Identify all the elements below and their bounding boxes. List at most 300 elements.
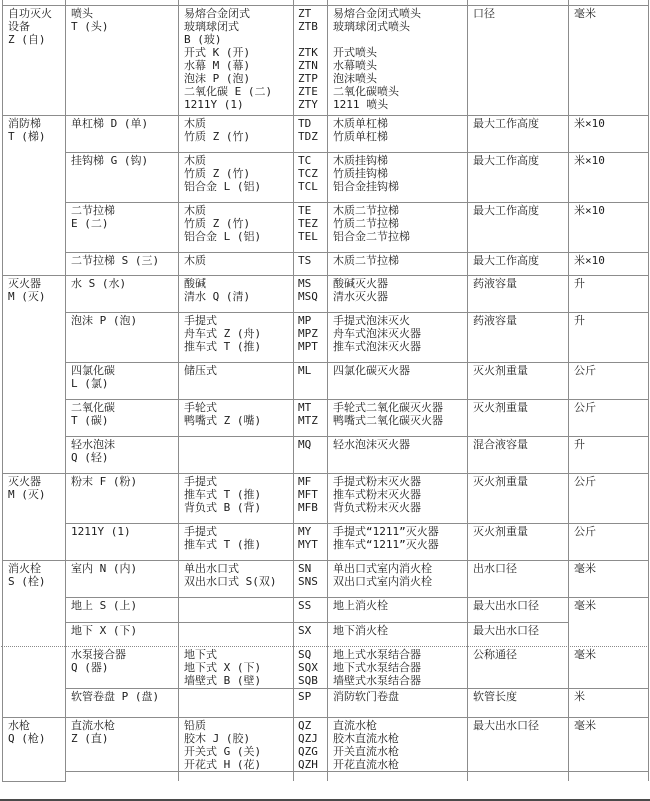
fullname-cell (328, 597, 468, 622)
cell-line: 升 (574, 437, 585, 451)
category-cell (3, 115, 66, 275)
cell-line: Z (直) (71, 731, 109, 745)
type-cell (66, 202, 179, 252)
unit-cell (569, 560, 649, 597)
cell-line: 灭火剂重量 (473, 363, 528, 377)
table-row (3, 523, 649, 560)
param-cell (468, 5, 569, 115)
cell-line: 手提式 (184, 474, 217, 488)
param-cell (468, 473, 569, 523)
code-cell (294, 473, 328, 523)
fullname-cell (328, 560, 468, 597)
table-row (3, 688, 649, 717)
cell-line: 手轮式 (184, 400, 217, 414)
cell-line: 铝合金 L (铝) (184, 179, 262, 193)
code-cell (294, 312, 328, 362)
cell-line: 手提式 (184, 313, 217, 327)
cell-line: 水幕 M (幕) (184, 58, 251, 72)
cell-line: 1211Y (1) (71, 524, 131, 538)
cell-line: 竹质单杠梯 (333, 129, 388, 143)
edge-cell (569, 771, 649, 781)
unit-cell (569, 252, 649, 275)
cell-line: 粉末 F (粉) (71, 474, 138, 488)
cell-line: QZG (298, 744, 318, 758)
cell-line: 地下式水泵结合器 (333, 661, 421, 674)
cell-line: 米×10 (574, 153, 605, 167)
cell-line: 设备 (8, 19, 30, 33)
cell-line: 最大工作高度 (473, 253, 539, 267)
cell-line: 单杠梯 D (单) (71, 116, 149, 130)
cell-line: 水幕喷头 (333, 58, 377, 72)
cell-line: 胶木直流水枪 (333, 731, 399, 745)
code-cell (294, 5, 328, 115)
fullname-cell (328, 152, 468, 202)
cell-line: MFB (298, 500, 318, 514)
cell-line: QZ (298, 718, 312, 732)
cell-line: 最大工作高度 (473, 203, 539, 217)
cell-line: Q (轻) (71, 450, 109, 464)
subtype-cell (179, 399, 294, 436)
cell-line: SX (298, 623, 312, 637)
cell-line: 混合液容量 (473, 437, 528, 451)
cell-line: 四氯化碳 (71, 363, 115, 377)
type-cell (66, 312, 179, 362)
cell-line: QZJ (298, 731, 318, 745)
cell-line: MT (298, 400, 312, 414)
table-row (3, 275, 649, 312)
code-cell (294, 362, 328, 399)
cell-line: 开花式 H (花) (184, 757, 262, 771)
cell-line: 清水灭火器 (333, 289, 388, 303)
fullname-cell (328, 473, 468, 523)
cell-line: 消防软门卷盘 (333, 689, 399, 703)
cell-line: 竹质挂钩梯 (333, 166, 388, 180)
code-cell (294, 202, 328, 252)
table-row (3, 399, 649, 436)
cell-line: 竹质二节拉梯 (333, 216, 399, 230)
cell-line: L (氯) (71, 376, 109, 390)
subtype-cell (179, 275, 294, 312)
param-cell (468, 597, 569, 622)
param-cell (468, 399, 569, 436)
cell-line: 推车式 T (推) (184, 487, 262, 501)
table-row (3, 647, 649, 688)
table-row (3, 312, 649, 362)
cell-line: 公斤 (574, 474, 596, 488)
cell-line: SQ (298, 648, 312, 661)
cell-line: MYT (298, 537, 318, 551)
cell-line (333, 33, 465, 46)
cell-line: 竹质 Z (竹) (184, 216, 251, 230)
cell-line: 出水口径 (473, 561, 517, 575)
cell-line: 自功灭火 (8, 6, 52, 20)
unit-cell (569, 597, 649, 647)
cell-line: Q (枪) (8, 731, 46, 745)
cell-line: 易熔合金闭式喷头 (333, 6, 421, 20)
param-cell (468, 152, 569, 202)
cell-line: 轻水泡沫 (71, 437, 115, 451)
page-break-dotted-line (1, 646, 649, 647)
param-cell (468, 436, 569, 473)
cell-line: 直流水枪 (71, 718, 115, 732)
unit-cell (569, 275, 649, 312)
subtype-cell (179, 115, 294, 152)
cell-line: 鸭嘴式二氧化碳灭火器 (333, 413, 443, 427)
cell-line: 墙壁式水泵结合器 (333, 674, 421, 687)
cell-line: 铝合金挂钩梯 (333, 179, 399, 193)
cell-line: 地上 S (上) (71, 598, 138, 612)
table-row (3, 560, 649, 597)
cell-line: 单出口式室内消火栓 (333, 561, 432, 575)
param-cell (468, 115, 569, 152)
cell-line: TEL (298, 229, 318, 243)
subtype-cell (179, 202, 294, 252)
cell-line: 木质 (184, 203, 206, 217)
cell-line: 鸭嘴式 Z (嘴) (184, 413, 262, 427)
param-cell (468, 717, 569, 771)
table-row (3, 202, 649, 252)
fullname-cell (328, 622, 468, 647)
cell-line: 灭火剂重量 (473, 400, 528, 414)
type-cell (66, 560, 179, 597)
code-cell (294, 115, 328, 152)
subtype-cell (179, 523, 294, 560)
code-cell (294, 560, 328, 597)
unit-cell (569, 436, 649, 473)
cell-line: 公斤 (574, 524, 596, 538)
cell-line: 储压式 (184, 363, 217, 377)
cell-line: MFT (298, 487, 318, 501)
cell-line: 最大出水口径 (473, 623, 539, 637)
cell-line: 米×10 (574, 116, 605, 130)
cell-line: T (梯) (8, 129, 46, 143)
type-cell (66, 523, 179, 560)
cell-line: 木质 (184, 153, 206, 167)
cell-line: ML (298, 363, 312, 377)
cell-line: 背负式 B (背) (184, 500, 262, 514)
cell-line: 轻水泡沫灭火器 (333, 437, 410, 451)
cell-line: TDZ (298, 129, 318, 143)
param-cell (468, 560, 569, 597)
type-cell (66, 115, 179, 152)
cell-line: 最大出水口径 (473, 598, 539, 612)
cell-line: ZTB (298, 19, 318, 33)
fullname-cell (328, 399, 468, 436)
cell-line: SS (298, 598, 312, 612)
type-cell (66, 399, 179, 436)
subtype-cell (179, 252, 294, 275)
cell-line: 开关式 G (关) (184, 744, 262, 758)
cell-line: 易熔合金闭式 (184, 6, 250, 20)
cell-line: 升 (574, 313, 585, 327)
cell-line: MS (298, 276, 312, 290)
fullname-cell (328, 312, 468, 362)
cell-line: 米 (574, 689, 585, 703)
cell-line: 药液容量 (473, 276, 517, 290)
code-cell (294, 252, 328, 275)
fullname-cell (328, 717, 468, 771)
cell-line: 开花直流水枪 (333, 757, 399, 771)
cell-line: E (二) (71, 216, 109, 230)
cell-line: B (玻) (184, 32, 222, 46)
cell-line: 水枪 (8, 718, 30, 732)
cell-line: 最大出水口径 (473, 718, 539, 732)
cell-line: 泡沫 P (泡) (184, 71, 251, 85)
cell-line: ZTY (298, 97, 318, 111)
cell-line: 公斤 (574, 363, 596, 377)
unit-cell (569, 362, 649, 399)
cell-line: MPZ (298, 326, 318, 340)
cell-line: 米×10 (574, 203, 605, 217)
cell-line: 手提式 (184, 524, 217, 538)
cell-line: MY (298, 524, 312, 538)
cell-line: 二氧化碳喷头 (333, 84, 399, 98)
param-cell (468, 252, 569, 275)
cell-line: 直流水枪 (333, 718, 377, 732)
type-cell (66, 473, 179, 523)
category-cell (3, 473, 66, 560)
unit-cell (569, 152, 649, 202)
table-row (3, 436, 649, 473)
cell-line: 消火栓 (8, 561, 41, 575)
subtype-cell (179, 560, 294, 597)
code-cell (294, 622, 328, 647)
table-row (3, 252, 649, 275)
type-cell (66, 688, 179, 717)
type-cell (66, 717, 179, 771)
cell-line: 双出水口式 S(双) (184, 574, 277, 588)
cell-line: Z (自) (8, 32, 46, 46)
subtype-cell (179, 473, 294, 523)
cell-line: TEZ (298, 216, 318, 230)
subtype-cell (179, 362, 294, 399)
cell-line: TCZ (298, 166, 318, 180)
param-cell (468, 622, 569, 647)
cell-line: ZTP (298, 71, 318, 85)
cell-line: 推车式泡沫灭火器 (333, 339, 421, 353)
cell-line: 1211Y (1) (184, 97, 244, 111)
cell-line: 玻璃球闭式喷头 (333, 19, 410, 33)
unit-cell (569, 523, 649, 560)
unit-cell (569, 647, 649, 688)
cell-line: M (灭) (8, 487, 46, 501)
cell-line: 1211 喷头 (333, 97, 389, 111)
cell-line: 木质挂钩梯 (333, 153, 388, 167)
fullname-cell (328, 436, 468, 473)
edge-cell (294, 771, 328, 781)
category-cell (3, 717, 66, 781)
type-cell (66, 362, 179, 399)
cell-line: 地上式水泵结合器 (333, 648, 421, 661)
table-row (3, 717, 649, 771)
cell-line: QZH (298, 757, 318, 771)
cell-line: 水泵接合器 (71, 648, 126, 661)
cell-line: 推车式粉末灭火器 (333, 487, 421, 501)
subtype-cell (179, 622, 294, 647)
cell-line: 软管长度 (473, 689, 517, 703)
param-cell (468, 523, 569, 560)
cell-line: TD (298, 116, 312, 130)
cell-line: 公称通径 (473, 648, 517, 661)
table-row (3, 152, 649, 202)
cell-line: 泡沫 P (泡) (71, 313, 138, 327)
cell-line: 地下 X (下) (71, 623, 138, 637)
cell-line: 挂钩梯 G (钩) (71, 153, 149, 167)
cell-line: 毫米 (574, 648, 596, 661)
cell-line: TS (298, 253, 312, 267)
edge-cell (468, 771, 569, 781)
cell-line: 四氯化碳灭火器 (333, 363, 410, 377)
cell-line: ZT (298, 6, 312, 20)
table-row (3, 622, 649, 647)
cell-line: SQB (298, 674, 318, 687)
cell-line: 喷头 (71, 6, 93, 20)
cell-line: 推车式 T (推) (184, 537, 262, 551)
unit-cell (569, 312, 649, 362)
cell-line: 酸碱灭火器 (333, 276, 388, 290)
cell-line: 竹质 Z (竹) (184, 129, 251, 143)
cell-line: Q (器) (71, 661, 109, 674)
fullname-cell (328, 252, 468, 275)
param-cell (468, 647, 569, 688)
cell-line: 手提式泡沫灭火 (333, 313, 410, 327)
cell-line: MPT (298, 339, 318, 353)
subtype-cell (179, 688, 294, 717)
type-cell (66, 152, 179, 202)
table-row (3, 771, 649, 781)
cell-line: 开式喷头 (333, 45, 377, 59)
unit-cell (569, 202, 649, 252)
type-cell (66, 647, 179, 688)
cell-line: 口径 (473, 6, 495, 20)
cell-line: 二氧化碳 E (二) (184, 84, 273, 98)
fullname-cell (328, 523, 468, 560)
cell-line: 木质二节拉梯 (333, 203, 399, 217)
cell-line: TC (298, 153, 312, 167)
cell-line: 清水 Q (清) (184, 289, 251, 303)
fullname-cell (328, 202, 468, 252)
cell-line: 消防梯 (8, 116, 41, 130)
cell-line: TCL (298, 179, 318, 193)
cell-line: 玻璃球闭式 (184, 19, 239, 33)
type-cell (66, 436, 179, 473)
cell-line: ZTK (298, 45, 318, 59)
code-cell (294, 399, 328, 436)
table-row (3, 473, 649, 523)
subtype-cell (179, 5, 294, 115)
param-cell (468, 202, 569, 252)
code-cell (294, 436, 328, 473)
cell-line: 竹质 Z (竹) (184, 166, 251, 180)
unit-cell (569, 399, 649, 436)
fullname-cell (328, 647, 468, 688)
cell-line: 铝合金二节拉梯 (333, 229, 410, 243)
edge-cell (328, 771, 468, 781)
cell-line: 二氧化碳 (71, 400, 115, 414)
cell-line: 手提式粉末灭火器 (333, 474, 421, 488)
cell-line: ZTN (298, 58, 318, 72)
cell-line: 毫米 (574, 718, 596, 732)
category-cell (3, 275, 66, 473)
cell-line: SN (298, 561, 312, 575)
cell-line: T (碳) (71, 413, 109, 427)
table-row (3, 362, 649, 399)
type-cell (66, 622, 179, 647)
cell-line: 毫米 (574, 561, 596, 575)
cell-line: 酸碱 (184, 276, 206, 290)
cell-line: 毫米 (574, 598, 596, 612)
cell-line: 墙壁式 B (壁) (184, 674, 262, 687)
code-cell (294, 523, 328, 560)
cell-line: 软管卷盘 P (盘) (71, 689, 160, 703)
cell-line: MF (298, 474, 312, 488)
type-cell (66, 252, 179, 275)
type-cell (66, 597, 179, 622)
cell-line: 胶木 J (胶) (184, 731, 251, 745)
equipment-code-table (2, 0, 649, 782)
subtype-cell (179, 312, 294, 362)
fullname-cell (328, 688, 468, 717)
cell-line: 毫米 (574, 6, 596, 20)
cell-line: 手轮式二氧化碳灭火器 (333, 400, 443, 414)
cell-line: TE (298, 203, 312, 217)
unit-cell (569, 717, 649, 771)
subtype-cell (179, 597, 294, 622)
cell-line: 二节拉梯 S (三) (71, 253, 160, 267)
code-cell (294, 597, 328, 622)
cell-line: 米×10 (574, 253, 605, 267)
cell-line: 室内 N (内) (71, 561, 138, 575)
code-cell (294, 688, 328, 717)
cell-line: 木质单杠梯 (333, 116, 388, 130)
param-cell (468, 312, 569, 362)
code-cell (294, 152, 328, 202)
fullname-cell (328, 362, 468, 399)
cell-line: MTZ (298, 413, 318, 427)
cell-line: 灭火剂重量 (473, 524, 528, 538)
code-cell (294, 647, 328, 688)
cell-line: 双出口式室内消火栓 (333, 574, 432, 588)
cell-line: 地下式 (184, 648, 217, 661)
subtype-cell (179, 152, 294, 202)
param-cell (468, 362, 569, 399)
cell-line: 单出水口式 (184, 561, 239, 575)
cell-line: 泡沫喷头 (333, 71, 377, 85)
cell-line: MP (298, 313, 312, 327)
cell-line: 地下式 X (下) (184, 661, 262, 674)
param-cell (468, 688, 569, 717)
unit-cell (569, 688, 649, 717)
cell-line: 最大工作高度 (473, 153, 539, 167)
cell-line: M (灭) (8, 289, 46, 303)
cell-line: 灭火剂重量 (473, 474, 528, 488)
category-cell (3, 5, 66, 115)
subtype-cell (179, 717, 294, 771)
unit-cell (569, 115, 649, 152)
cell-line: 舟车式泡沫灭火器 (333, 326, 421, 340)
cell-line: 最大工作高度 (473, 116, 539, 130)
cell-line: SNS (298, 574, 318, 588)
cell-line: T (头) (71, 19, 109, 33)
cell-line: 灭火器 (8, 474, 41, 488)
table-row (3, 597, 649, 622)
code-cell (294, 275, 328, 312)
cell-line: 灭火器 (8, 276, 41, 290)
cell-line: 手提式“1211”灭火器 (333, 524, 439, 538)
cell-line: 开式 K (开) (184, 45, 251, 59)
cell-line: 地下消火栓 (333, 623, 388, 637)
fullname-cell (328, 275, 468, 312)
